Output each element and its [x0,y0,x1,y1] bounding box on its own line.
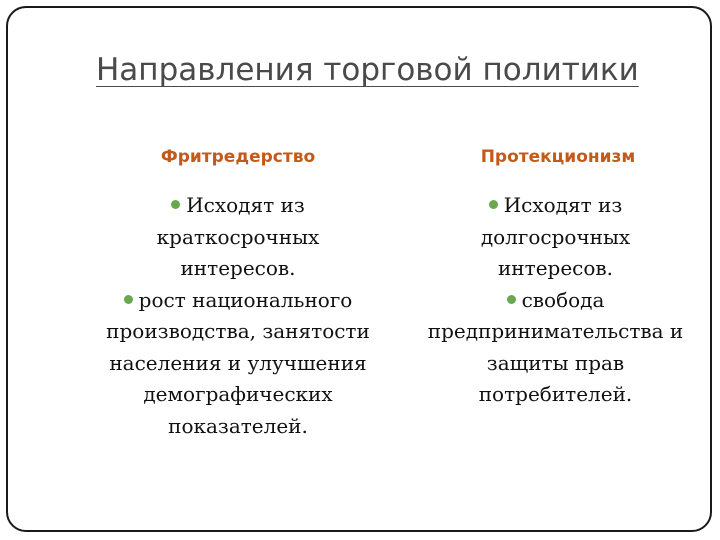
bullet-text: Исходят из долгосрочных интересов. [480,193,631,280]
column-heading-protectionism: Протекционизм [480,147,636,167]
bullet-list-protectionism [423,190,688,411]
bullet-text: свобода предпринимательства и защиты прав потребителей. [427,287,684,406]
column-heading-free-trade: Фритредерство [160,147,316,167]
bullet-dot-icon [124,295,133,304]
bullet-item [103,285,373,443]
bullet-text: рост национального производства, занятости населения и улучшения демографических показателей. [106,287,370,438]
bullet-dot-icon [507,295,516,304]
slide-frame [6,6,712,532]
bullet-item [423,190,688,285]
slide-title: Направления торговой политики [96,52,639,88]
bullet-text: Исходят из краткосрочных интересов. [156,193,320,280]
bullet-dot-icon [489,200,498,209]
bullet-dot-icon [171,200,180,209]
bullet-list-free-trade [103,190,373,442]
bullet-item [103,190,373,285]
bullet-item [423,285,688,411]
